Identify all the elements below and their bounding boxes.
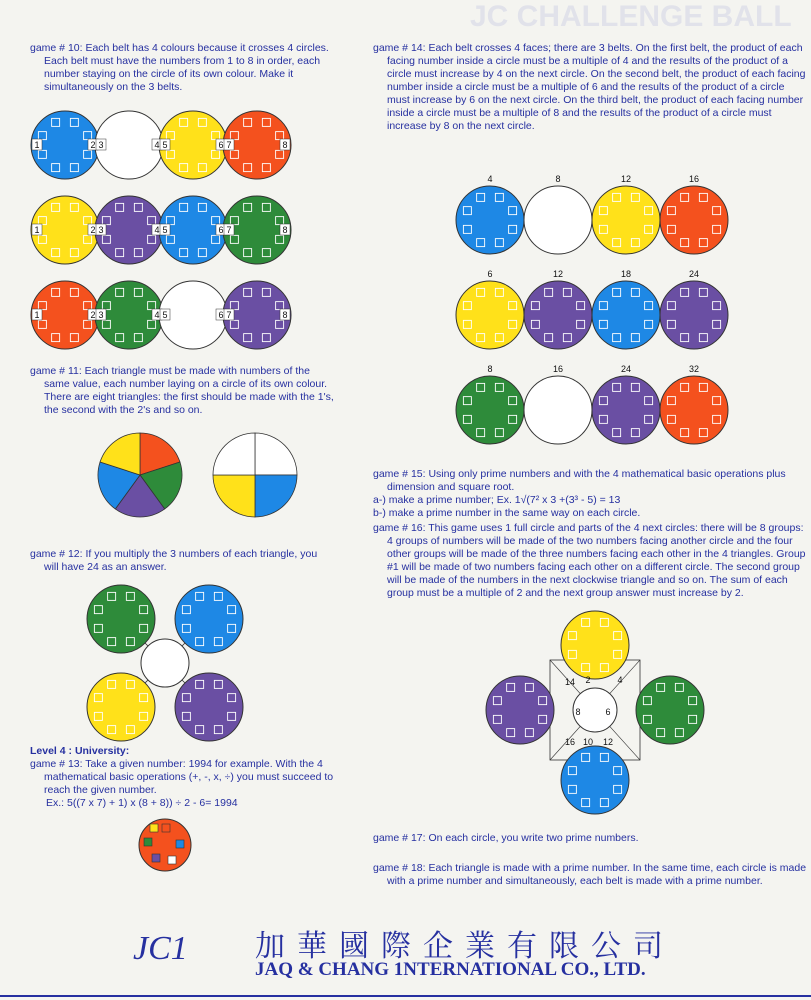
- game14-target: 16: [688, 174, 700, 184]
- game14-circle: [592, 186, 660, 254]
- game14-target: 12: [620, 174, 632, 184]
- game14-target: 32: [688, 364, 700, 374]
- game13-text: game # 13: Take a given number: 1994 for example. With the 4 mathematical basic operations (+, -, x, ÷) you must succeed to reach the given number.: [30, 758, 334, 796]
- game11-sector: [255, 475, 297, 517]
- game11-sector: [213, 433, 255, 475]
- game18-text: game # 18: Each triangle is made with a prime number. In the same time, each circle is made with a prime number and simultaneously, each belt is made with a prime number.: [373, 862, 807, 887]
- game16-diagram: [480, 605, 710, 820]
- game16-circle: [561, 611, 629, 679]
- game12-circle: [87, 673, 155, 741]
- game10-number: 1: [34, 140, 40, 150]
- game10-number: 7: [226, 310, 232, 320]
- game16-circle: [636, 676, 704, 744]
- game16-label: 8: [575, 707, 581, 717]
- game14-target: 24: [620, 364, 632, 374]
- game10-number: 6: [218, 225, 224, 235]
- background-title: JC CHALLENGE BALL: [470, 0, 792, 33]
- game16-label: 2: [585, 675, 591, 685]
- game10-number: 7: [226, 225, 232, 235]
- game12-circle: [175, 673, 243, 741]
- game14-target: 6: [487, 269, 493, 279]
- game10-text: game # 10: Each belt has 4 colours because it crosses 4 circles. Each belt must have the numbers from 1 to 8 in order, each number staying on the circle of its own colour. Make it simultaneously on the 3 belts.: [30, 42, 329, 93]
- game14-circle: [592, 281, 660, 349]
- game16-label: 4: [617, 675, 623, 685]
- game10-number: 8: [282, 225, 288, 235]
- game17-text: game # 17: On each circle, you write two prime numbers.: [373, 832, 639, 844]
- game14-circle: [456, 186, 524, 254]
- game16-circle: [561, 746, 629, 814]
- game14-circle: [456, 281, 524, 349]
- game15-text: game # 15: Using only prime numbers and with the 4 mathematical basic operations plus dimension and square root.: [373, 468, 786, 493]
- level4-heading: Level 4 : University:: [30, 745, 130, 757]
- game16-circle: [486, 676, 554, 744]
- game14-circle: [592, 376, 660, 444]
- game14-circle: [660, 186, 728, 254]
- game14-target: 16: [552, 364, 564, 374]
- game16-text: game # 16: This game uses 1 full circle and parts of the 4 next circles: there will be 8 groups: 4 groups of numbers will be made of the two numbers facing another circle and the four other groups will be made of the three numbers facing each other in the 4 triangles. Group #1 will be made of two numbers facing each other on a different circle. The second group will be made of the numbers in the next clockwise triangle and so on. The sum of each group must be a multiple of 2 and the next group answer must increase by 2.: [373, 522, 806, 599]
- game12-text: game # 12: If you multiply the 3 numbers of each triangle, you will have 24 as an answer.: [30, 548, 318, 573]
- company-logo: JC1: [133, 930, 188, 967]
- game14-target: 24: [688, 269, 700, 279]
- game10-number: 2: [90, 310, 96, 320]
- company-name-english: JAQ & CHANG 1NTERNATIONAL CO., LTD.: [255, 959, 646, 980]
- game13-diagram: [138, 818, 192, 872]
- game11-text: game # 11: Each triangle must be made with numbers of the same value, each number laying on a circle of its own colour. There are eight triangles: the first should be made with the 1's, the second with the 2's and so on.: [30, 365, 334, 416]
- game10-number: 3: [98, 225, 104, 235]
- game14-circle: [660, 281, 728, 349]
- game11-diagram: [95, 425, 315, 525]
- game10-number: 4: [154, 140, 160, 150]
- game10-number: 3: [98, 310, 104, 320]
- game10-number: 2: [90, 140, 96, 150]
- game10-number: 3: [98, 140, 104, 150]
- game10-number: 6: [218, 310, 224, 320]
- game10-number: 1: [34, 310, 40, 320]
- game10-number: 5: [162, 225, 168, 235]
- game10-number: 8: [282, 310, 288, 320]
- game15-b: b-) make a prime number in the same way on each circle.: [373, 507, 641, 519]
- game13-example: Ex.: 5((7 x 7) + 1) x (8 + 8)) ÷ 2 - 6= 1994: [46, 797, 238, 809]
- game10-diagram: [30, 110, 320, 355]
- game10-number: 4: [154, 225, 160, 235]
- game14-text: game # 14: Each belt crosses 4 faces; there are 3 belts. On the first belt, the product of each facing number inside a circle must be a multiple of 4 and the results of the product of a circle must increase by 4 on the next circle. On the second belt, the product of each facing number inside a circle must be a multiple of 6 and the results of the product of a circle must increase by 6 on the next circle. On the third belt, the product of each facing number inside a circle must be a multiple of 8 and the results of the product of a circle must increase by 8 on the next circle.: [373, 42, 806, 132]
- game14-diagram: [455, 175, 735, 465]
- game14-target: 4: [487, 174, 493, 184]
- game14-target: 8: [555, 174, 561, 184]
- game14-circle: [456, 376, 524, 444]
- game10-number: 7: [226, 140, 232, 150]
- game12-circle: [175, 585, 243, 653]
- game14-circle: [524, 281, 592, 349]
- game15-a: a-) make a prime number; Ex. 1√(7² x 3 +(3³ - 5) = 13: [373, 494, 621, 506]
- game11-sector: [255, 433, 297, 475]
- game10-number: 2: [90, 225, 96, 235]
- game10-number: 6: [218, 140, 224, 150]
- game10-number: 1: [34, 225, 40, 235]
- game12-center-circle: [141, 639, 189, 687]
- game16-label: 6: [605, 707, 611, 717]
- game10-number: 5: [162, 310, 168, 320]
- game16-label: 14: [564, 677, 576, 687]
- game12-diagram: [85, 583, 245, 743]
- game14-circle: [524, 186, 592, 254]
- game14-circle: [524, 376, 592, 444]
- game11-sector: [213, 475, 255, 517]
- game10-number: 5: [162, 140, 168, 150]
- game14-target: 12: [552, 269, 564, 279]
- game16-label: 12: [602, 737, 614, 747]
- game10-number: 4: [154, 310, 160, 320]
- game12-circle: [87, 585, 155, 653]
- company-name-chinese: 加華國際企業有限公司: [255, 929, 675, 964]
- game14-circle: [660, 376, 728, 444]
- footer-rule: [0, 995, 811, 997]
- game10-number: 8: [282, 140, 288, 150]
- game16-label: 16: [564, 737, 576, 747]
- game14-target: 18: [620, 269, 632, 279]
- game16-label: 10: [582, 737, 594, 747]
- game14-target: 8: [487, 364, 493, 374]
